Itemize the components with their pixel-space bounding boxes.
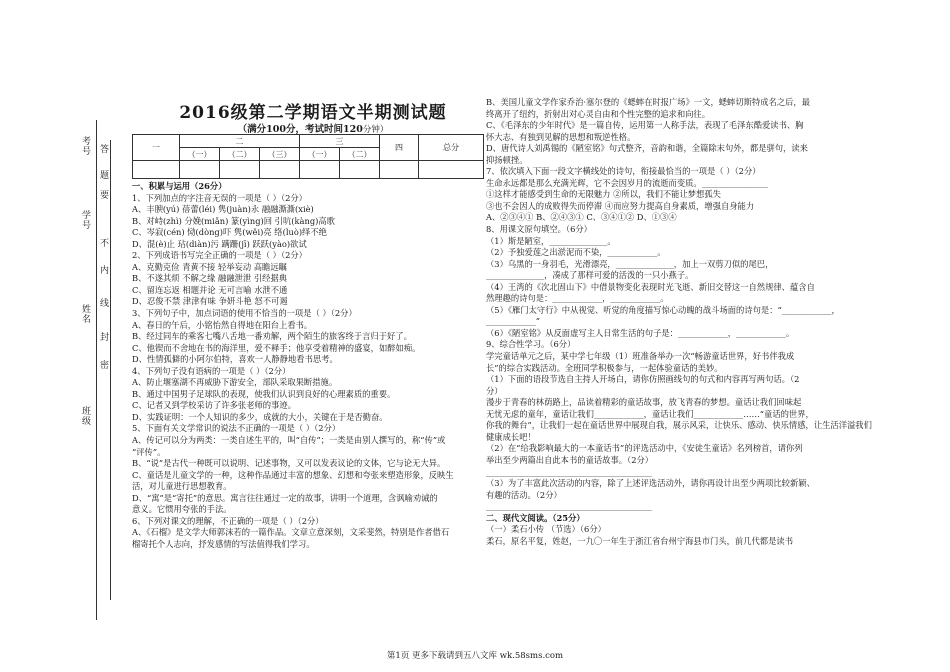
binding-char-feng: 封: [98, 332, 108, 342]
left-column-line: A、春日的午后，小铭怡然自得地在阳台上看书。: [132, 319, 313, 330]
score-cell[interactable]: [380, 161, 419, 179]
right-column-line: （1）下面的语段节选自主持人开场白，请你仿照画线句的句式和内容再写两句话。（2: [486, 374, 800, 385]
right-column-line: （3）乌黑的一身羽毛，光滑漂亮，______________，加上一双剪刀似的尾巴，: [486, 258, 774, 269]
right-column-line: （6）《陋室铭》从反面虚写主人日常生活的句子是：____________，____________。: [486, 327, 795, 338]
exam-subtitle: [178, 121, 448, 135]
left-column-line: 意义。它惯用夸张的手法。: [132, 504, 232, 515]
score-cell[interactable]: [180, 161, 220, 179]
score-sub-2-3: （三）: [260, 148, 300, 161]
score-sub-2-1: （一）: [180, 148, 220, 161]
left-column-line: A、传记可以分为两类：一类自述生平的，叫“自传”；一类是由别人撰写的，称“传”或: [132, 435, 446, 446]
score-sub-3-1: （一）: [300, 148, 340, 161]
right-column-line: 举出至少两篇出自此本书的童话故事。（2分）: [486, 454, 654, 465]
binding-char-ti: 题: [98, 170, 108, 180]
binding-margin: [78, 120, 118, 620]
score-cell[interactable]: [300, 161, 340, 179]
right-column-line: 8、用课文原句填空。（6分）: [486, 224, 592, 235]
right-column-line: （2）予独爱莲之出淤泥而不染，____________。: [486, 247, 666, 258]
binding-line-outer: [96, 120, 97, 620]
left-column-line: 一、积累与运用（26分）: [132, 181, 227, 191]
binding-char-mi: 密: [98, 360, 108, 370]
exam-title: 2016级第二学期语文半期测试题: [179, 103, 447, 123]
right-column-line: 9、综合性学习。（6分）: [486, 339, 576, 350]
left-column-line: B、不遂其烦 不解之缘 融融泄泄 引经据典: [132, 273, 288, 284]
left-column-line: “评传”。: [132, 446, 166, 457]
right-column-line: 然理趣的诗句是：____________，____________。: [486, 293, 669, 304]
left-column-line: C、记者又到学校采访了许多张老师的事迹。: [132, 400, 296, 411]
exam-number-label: 考号: [80, 136, 90, 156]
right-column-line: （2）在“给我影响最大的一本童话书”的评选活动中，《安徒生童话》名列榜首，请你列: [486, 443, 803, 454]
right-column-line: 怀大志、有独到见解的思想和叛逆性格。: [486, 131, 636, 142]
exam-subtitle-main: （满分100分，考试时间120: [237, 124, 363, 135]
right-column-line: ________________________________________: [486, 466, 652, 477]
left-column-line: 榴寄托个人志向，抒发感情的写法值得我们学习。: [132, 538, 315, 549]
right-column-line: ____________”: [486, 316, 541, 327]
left-column-line: B、通过中国男子足球队的表现，使我们认识到良好的心理素质的重要。: [132, 388, 396, 399]
score-cell[interactable]: [340, 161, 380, 179]
left-column-line: A、《石榴》是文学大师郭沫若的一篇作品。文章立意深刻，文采斐然，特别是作者借石: [132, 527, 450, 538]
right-column-line: ______________，凑成了那样可爱的活泼的一只小燕子。: [486, 270, 694, 281]
page-footer: 第1页 更多下载请到五八文库 wk.58sms.com: [386, 651, 564, 661]
right-column-line: 你我的舞台”，让我们一起在童话世界中展现自我，展示风采，让快乐、感动、快乐情感，让生活洋溢我们: [486, 420, 872, 431]
left-column-line: C、他锲而不舍地在书的海洋里，爱不释手；他享受着精神的盛宴，如醉如痴。: [132, 342, 421, 353]
binding-char-nei: 内: [98, 265, 108, 275]
left-column-line: 3、下列句子中，加点词语的使用不恰当的一项是（ ）（2分）: [132, 308, 357, 319]
score-header-total: 总分: [419, 135, 484, 161]
right-column-line: ①这样才能感受到生命的无限魅力 ②所以，我们不能让梦想孤失: [486, 189, 721, 200]
score-cell[interactable]: [419, 161, 484, 179]
left-column-line: D、性情孤僻的小阿尔伯特，喜欢一人静静地看书思考。: [132, 354, 338, 365]
right-column-line: （1）斯是陋室，______________。: [486, 235, 616, 246]
class-label: 班级: [80, 406, 90, 426]
right-column-line: 学完童话单元之后，某中学七年级（1）班准备举办一次“畅游童话世界，好书伴我成: [486, 351, 795, 362]
name-label: 姓名: [80, 304, 90, 324]
left-column-line: B、对峙(zhì) 分娩(miǎn) 篆(yìng)回 引吭(kàng)高歌: [132, 215, 335, 226]
exam-subtitle-unit: 分钟）: [362, 125, 389, 135]
left-column-line: C、留连忘返 相题并论 无可言喻 水泄不通: [132, 284, 288, 295]
left-column-line: 1、下列加点的字注音无误的一项是（ ）（2分）: [132, 192, 307, 203]
left-column-line: C、童话是儿童文学的一种，这种作品通过丰富的想象、幻想和夸张来塑造形象，反映生: [132, 469, 454, 480]
left-column-line: B、经过同车的乘客七嘴八舌地一番劝解，两个陌生的旅客终于言归于好了。: [132, 331, 412, 342]
binding-char-yao: 要: [98, 190, 108, 200]
right-column-line: （4）王湾的《次北固山下》中借景物变化表现时光飞逝、新旧交替这一自然规律、蕴含自: [486, 281, 815, 292]
left-column-line: 2、下列成语书写完全正确的一项是（ ）（2分）: [132, 250, 307, 261]
right-column-line: （一）柔石小传 （节选）（6分）: [486, 524, 606, 535]
right-column-line: 有趣的活动。（2分）: [486, 489, 562, 500]
right-column-line: 二、现代文阅读。（25分）: [486, 512, 585, 523]
score-table: [132, 134, 484, 179]
left-column-line: D、“寓”是“寄托”的意思。寓言往往通过一定的故事，讲明一个道理，含讽喻劝诫的: [132, 492, 438, 503]
right-column-line: （5）《雁门太守行》中从视觉、听觉的角度描写惊心动魄的战斗场面的诗句是：“____________，: [486, 304, 840, 315]
right-column-line: 漫步于青春的林荫路上，品读着精彩的童话故事，放飞青春的梦想。童话让我们回味起: [486, 397, 802, 408]
right-column-line: 无忧无虑的童年，童话让我们____________，童话让我们____________……“童话的世界，: [486, 408, 814, 419]
right-column-line: 分）: [486, 385, 503, 396]
right-column-line: 抑扬顿挫。: [486, 154, 528, 165]
left-column-line: A、防止堰塞湖不再威胁下游安全，部队采取果断措施。: [132, 377, 338, 388]
score-header-3: 三: [300, 135, 380, 148]
right-column-line: A、②③④① B、②④③① C、③④①② D、①③④: [486, 212, 677, 223]
left-column-line: D、实践证明：一个人知识的多少，成就的大小，关键在于是否勤奋。: [132, 411, 388, 422]
left-column-line: D、忍俊不禁 津津有味 争妍斗艳 怒不可遏: [132, 296, 288, 307]
score-cell[interactable]: [220, 161, 260, 179]
student-id-label: 学号: [80, 210, 90, 230]
right-column-line: D、唐代诗人刘禹锡的《陋室铭》句式整齐，音韵和谐，全篇除末句外，都是骈句，读来: [486, 143, 808, 154]
score-header-4: 四: [380, 135, 419, 161]
right-column-line: C、《毛泽东的少年时代》是一篇自传，运用第一人称手法，表现了毛泽东酷爱读书、胸: [486, 120, 804, 131]
right-column-line: ________________________________________: [486, 501, 652, 512]
right-column-line: 柔石，原名平复，姓赵，一九〇一年生于浙江省台州宁海县市门头，前几代都是读书: [486, 535, 793, 546]
left-column-line: 6、下列对课文的理解，不正确的一项是（ ）（2分）: [132, 515, 324, 526]
right-column-line: 健康成长吧！: [486, 431, 536, 442]
score-header-1: 一: [133, 135, 180, 161]
right-column-line: （3）为了丰富此次活动的内容，除了上述评选活动外，请你再设计出至少两项比较新颖、: [486, 478, 815, 489]
left-column-line: C、岑寂(cén) 恸(dòng)吓 隽(wěi)亮 络(luò)绎不绝: [132, 227, 327, 238]
left-column-line: B、“说”是古代一种既可以说明、记述事物，又可以发表议论的文体，它与论无大异。: [132, 458, 446, 469]
right-column-line: 终离开了纽约，折射出对心灵自由和个性完整的追求和向往。: [486, 108, 711, 119]
right-column-line: 7、依次填入下面一段文字横线处的诗句，衔接最恰当的一项是（ ）（2分）: [486, 166, 761, 177]
left-column-line: D、混(è)止 玷(diàn)污 蹒跚(jī) 跃跃(yào)欲试: [132, 238, 307, 249]
score-header-2: 二: [180, 135, 300, 148]
left-column-line: 活，对儿童进行思想教育。: [132, 481, 232, 492]
score-cell[interactable]: [133, 161, 180, 179]
left-column-line: 5、下面有关文学常识的说法不正确的一项是（ ）（2分）: [132, 423, 341, 434]
binding-char-bu: 不: [98, 238, 108, 248]
score-cell[interactable]: [260, 161, 300, 179]
left-column: [132, 181, 472, 551]
left-column-line: A、克勤克俭 青黄不接 轻举妄动 高瞻远瞩: [132, 261, 287, 272]
left-column-line: 4、下列句子没有语病的一项是（ ）（2分）: [132, 365, 291, 376]
right-column: [486, 97, 886, 547]
right-column-line: 长”的综合实践活动。全班同学积极参与，一起体验童话的美妙。: [486, 362, 723, 373]
right-column-line: B、美国儿童文学作家乔治·塞尔登的《蟋蟀在时报广场》一文，蟋蟀切斯特成名之后，最: [486, 97, 811, 107]
right-column-line: ③也不会因人的成败得失而停滞 ④而应努力提高自身素质，增强自身能力: [486, 200, 755, 211]
right-column-line: 生命永远都是那么充满光辉，它不会因岁月的流逝而变质。________________: [486, 177, 769, 188]
score-sub-3-2: （二）: [340, 148, 380, 161]
left-column-line: A、丰腴(yú) 蓓蕾(léi) 隽(juàn)永 融融澌澌(xiè): [132, 204, 314, 215]
score-sub-2-2: （二）: [220, 148, 260, 161]
binding-char-da: 答: [98, 144, 108, 154]
binding-char-xian: 线: [98, 298, 108, 308]
binding-line-inner: [110, 140, 111, 600]
